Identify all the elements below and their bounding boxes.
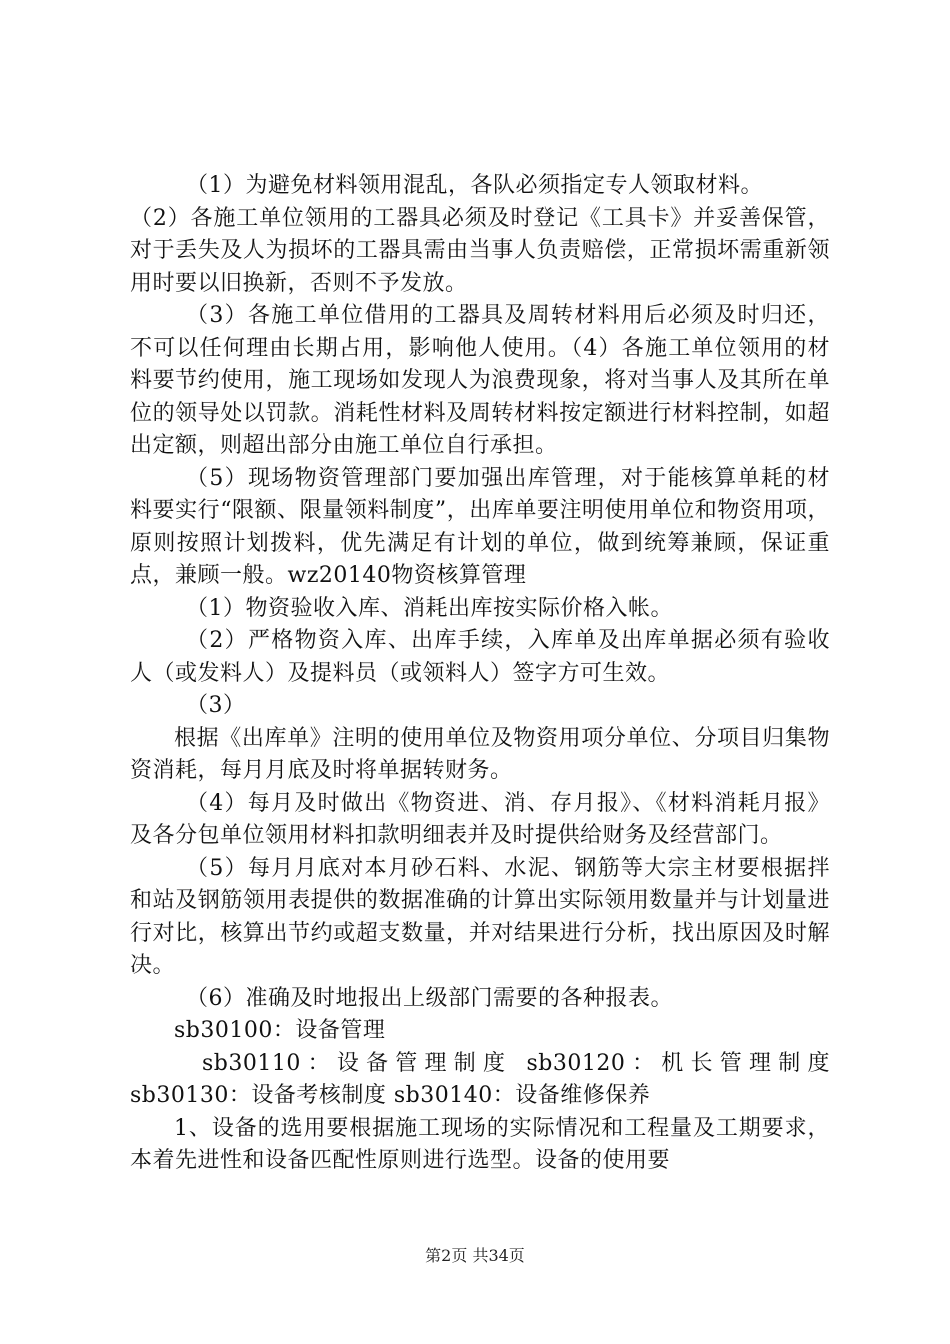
paragraph-10: （5）每月月底对本月砂石料、水泥、钢筋等大宗主材要根据拌和站及钢筋领用表提供的数据准确的计算出实际领用数量并与计划量进行对比，核算出节约或超支数量，并对结果进行分析，找出原因及时解决。: [130, 855, 830, 978]
paragraph-5: （1）物资验收入库、消耗出库按实际价格入帐。: [186, 595, 673, 621]
section-heading-sb30100: sb30100：设备管理: [174, 1018, 386, 1043]
section-list-sb30110: sb30110：设备管理制度 sb30120：机长管理制度 sb30130：设备考核制度 sb30140：设备维修保养: [130, 1050, 830, 1108]
page-footer: 第2页 共34页: [425, 1246, 525, 1265]
document-body: [130, 170, 830, 1178]
paragraph-7: （3）: [186, 693, 246, 718]
paragraph-11: （6）准确及时地报出上级部门需要的各种报表。: [186, 985, 673, 1011]
paragraph-equipment-1: 1、设备的选用要根据施工现场的实际情况和工程量及工期要求，本着先进性和设备匹配性原则进行选型。设备的使用要: [130, 1115, 830, 1173]
paragraph-3: （3）各施工单位借用的工器具及周转材料用后必须及时归还，不可以任何理由长期占用，影响他人使用。（4）各施工单位领用的材料要节约使用，施工现场如发现人为浪费现象，将对当事人及其所在单位的领导处以罚款。消耗性材料及周转材料按定额进行材料控制，如超出定额，则超出部分由施工单位自行承担。: [130, 303, 830, 458]
paragraph-8: 根据《出库单》注明的使用单位及物资用项分单位、分项目归集物资消耗，每月月底及时将单据转财务。: [130, 725, 830, 783]
paragraph-4: （5）现场物资管理部门要加强出库管理，对于能核算单耗的材料要实行“限额、限量领料制度”，出库单要注明使用单位和物资用项，原则按照计划拨料，优先满足有计划的单位，做到统筹兼顾，保证重点，兼顾一般。wz20140物资核算管理: [130, 465, 830, 588]
paragraph-6: （2）严格物资入库、出库手续，入库单及出库单据必须有验收人（或发料人）及提料员（或领料人）签字方可生效。: [130, 628, 830, 686]
paragraph-9: （4）每月及时做出《物资进、消、存月报》、《材料消耗月报》及各分包单位领用材料扣款明细表并及时提供给财务及经营部门。: [130, 790, 830, 848]
paragraph-1: （1）为避免材料领用混乱，各队必须指定专人领取材料。: [186, 173, 763, 198]
paragraph-2: （2）各施工单位领用的工器具必须及时登记《工具卡》并妥善保管，对于丢失及人为损坏的工器具需由当事人负责赔偿，正常损坏需重新领用时要以旧换新，否则不予发放。: [130, 205, 830, 296]
